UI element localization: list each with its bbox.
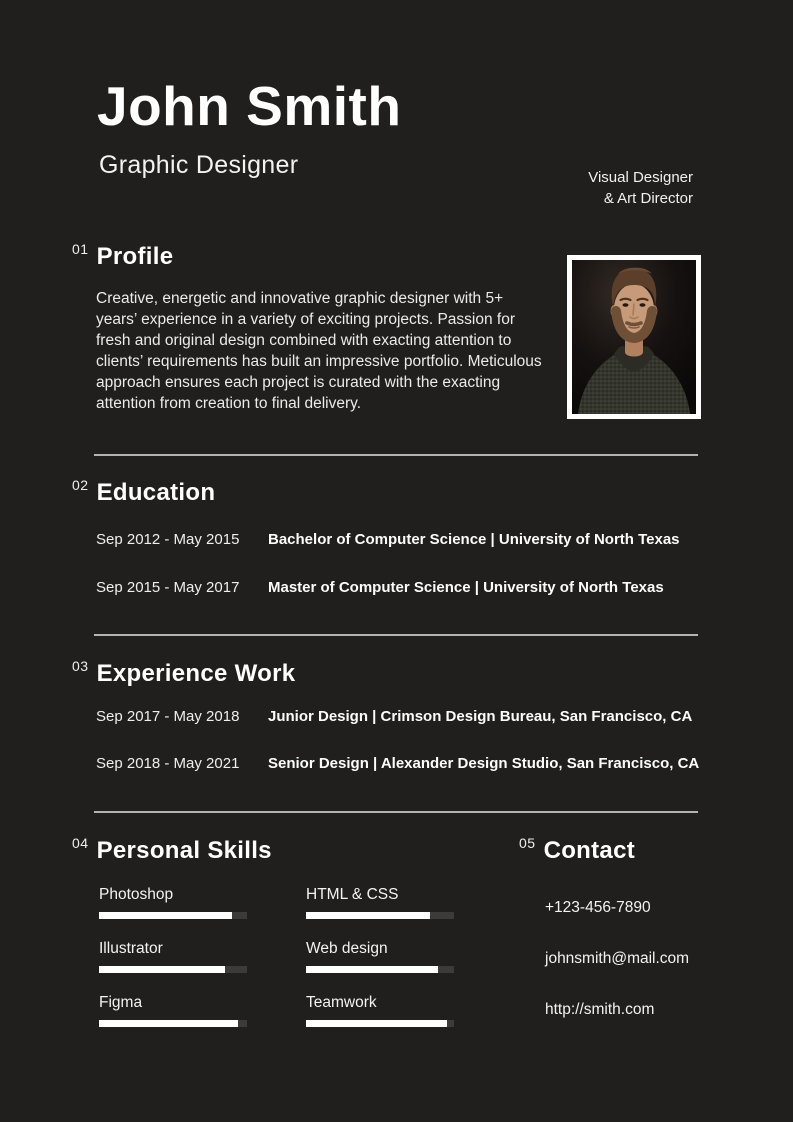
experience-section-title	[72, 658, 296, 687]
contact-section-title	[519, 835, 636, 864]
tagline	[588, 167, 693, 209]
section-number: 03	[72, 658, 89, 674]
skill-label: Teamwork	[306, 994, 377, 1011]
experience-dates: Sep 2018 - May 2021	[96, 755, 240, 772]
skill-bar-fill	[306, 1020, 447, 1027]
experience-role: Senior Design | Alexander Design Studio, San Francisco, CA	[268, 755, 700, 772]
skill-label: HTML & CSS	[306, 886, 399, 903]
skills-column-left	[99, 886, 251, 1048]
skill-bar	[99, 966, 247, 973]
section-heading-skills: Personal Skills	[96, 837, 272, 864]
job-title: Graphic Designer	[99, 151, 299, 179]
section-divider	[94, 454, 698, 456]
section-number: 01	[72, 241, 89, 257]
profile-section-title	[72, 241, 174, 270]
skill-item	[306, 886, 458, 919]
skill-bar	[99, 1020, 247, 1027]
skills-section-title	[72, 835, 272, 864]
skill-item	[99, 886, 251, 919]
contact-website: http://smith.com	[545, 1001, 655, 1018]
portrait-photo	[572, 260, 696, 414]
profile-summary-text: Creative, energetic and innovative graphic designer with 5+ years’ experience in a variety of exciting projects. Passion for fresh and original design combined with exacting attention to clients’ requirements has built an impressive portfolio. Meticulous approach ensures each project is curated with the exacting attention from creation to final delivery.	[96, 290, 542, 412]
contact-email: johnsmith@mail.com	[545, 950, 690, 967]
education-row	[96, 531, 716, 549]
skill-bar	[306, 966, 454, 973]
section-divider	[94, 634, 698, 636]
education-degree: Master of Computer Science | University of North Texas	[268, 579, 664, 596]
portrait-photo-frame	[567, 255, 701, 419]
skills-column-right	[306, 886, 458, 1048]
skill-item	[99, 994, 251, 1027]
skill-bar	[306, 1020, 454, 1027]
person-name: John Smith	[97, 75, 402, 137]
experience-role: Junior Design | Crimson Design Bureau, San Francisco, CA	[268, 708, 693, 725]
skill-item	[306, 940, 458, 973]
skill-bar-fill	[99, 912, 232, 919]
section-heading-education: Education	[96, 479, 216, 506]
contact-phone: +123-456-7890	[545, 899, 651, 916]
contact-list	[545, 899, 765, 1052]
education-degree: Bachelor of Computer Science | University of North Texas	[268, 531, 680, 548]
skill-bar	[306, 912, 454, 919]
skill-label: Illustrator	[99, 940, 163, 957]
section-heading-contact: Contact	[543, 837, 636, 864]
education-row	[96, 579, 716, 597]
education-dates: Sep 2012 - May 2015	[96, 531, 240, 548]
section-number: 02	[72, 477, 89, 493]
section-divider	[94, 811, 698, 813]
tagline-line-2: & Art Director	[603, 190, 693, 207]
tagline-line-1: Visual Designer	[588, 169, 693, 186]
skill-item	[306, 994, 458, 1027]
experience-row	[96, 708, 716, 726]
skill-label: Figma	[99, 994, 143, 1011]
education-dates: Sep 2015 - May 2017	[96, 579, 240, 596]
skill-bar-fill	[99, 1020, 238, 1027]
experience-dates: Sep 2017 - May 2018	[96, 708, 240, 725]
section-heading-experience: Experience Work	[96, 660, 296, 687]
skill-bar	[99, 912, 247, 919]
experience-row	[96, 755, 716, 773]
skill-bar-fill	[99, 966, 225, 973]
section-number: 05	[519, 835, 536, 851]
skill-bar-fill	[306, 966, 438, 973]
skill-label: Web design	[306, 940, 388, 957]
section-number: 04	[72, 835, 89, 851]
skill-bar-fill	[306, 912, 430, 919]
skill-item	[99, 940, 251, 973]
education-section-title	[72, 477, 216, 506]
skill-label: Photoshop	[99, 886, 174, 903]
section-heading-profile: Profile	[96, 243, 174, 270]
